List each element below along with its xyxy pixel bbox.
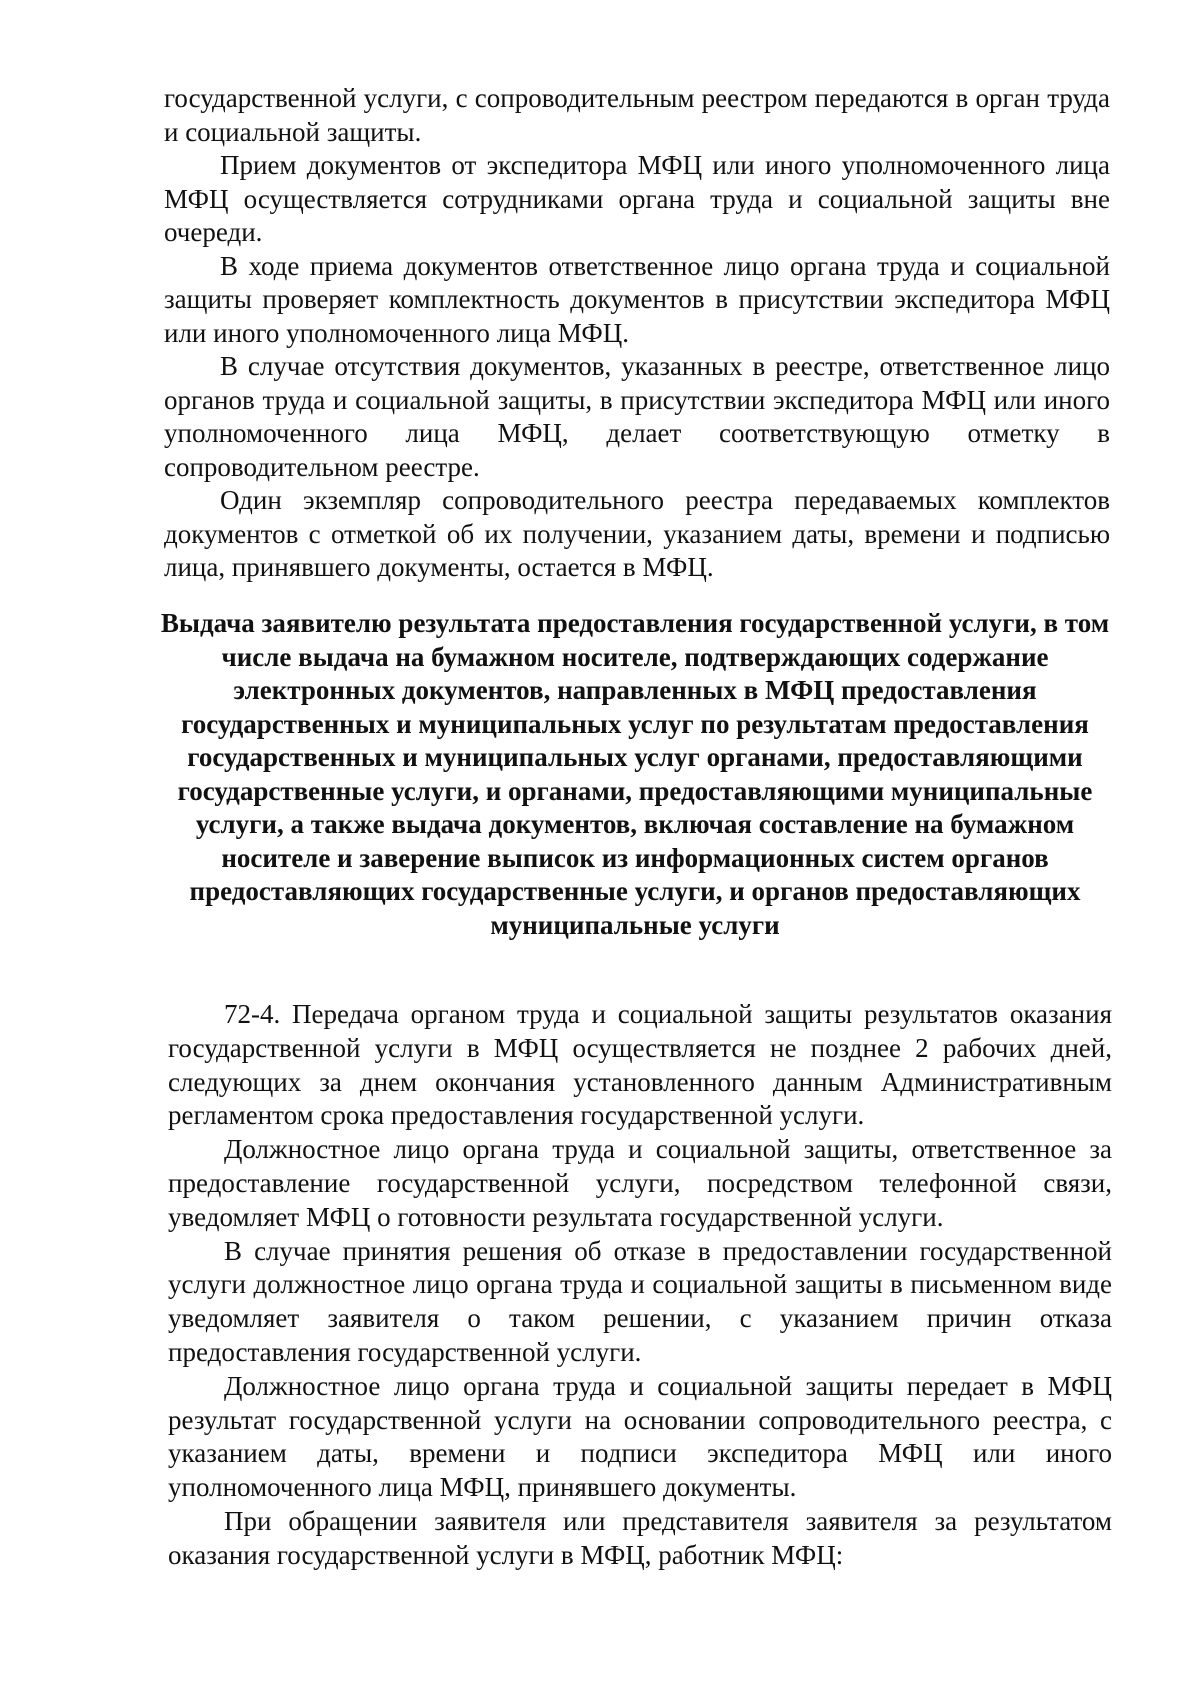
- paragraph: 72-4. Передача органом труда и социальной защиты результатов оказания государственной услуги в МФЦ осуществляется не позднее 2 рабочих дней, следующих за днем окончания установленного данным Административным регламентом срока предоставления государственной услуги.: [168, 999, 1112, 1131]
- paragraph: В ходе приема документов ответственное лицо органа труда и социальной защиты проверяет комплектность документов в присутствии экспедитора МФЦ или иного уполномоченного лица МФЦ.: [164, 250, 1110, 348]
- paragraph: Один экземпляр сопроводительного реестра передаваемых комплектов документов с отметкой об их получении, указанием даты, времени и подписью лица, принявшего документы, остается в МФЦ.: [164, 485, 1110, 582]
- paragraph: В случае отсутствия документов, указанных в реестре, ответственное лицо органов труда и социальной защиты, в присутствии экспедитора МФЦ или иного уполномоченного лица МФЦ, делает соответствующую отметку в сопроводительном реестре.: [164, 351, 1110, 482]
- section-heading: Выдача заявителю результата предоставления государственной услуги, в том числе выдача на бумажном носителе, подтверждающих содержание электронных документов, направленных в МФЦ предоставления государственных и муниципальных услуг по результатам предоставления государственных и муниципальных услуг органами, предоставляющими государственные услуги, и органами, предоставляющими муниципальные услуги, а также выдача документов, включая составление на бумажном носителе и заверение выписок из информационных систем органов предоставляющих государственные услуги, и органов предоставляющих муниципальные услуги: [160, 608, 1110, 940]
- text-section-1: [164, 82, 1110, 585]
- text-section-2: [168, 998, 1112, 1573]
- paragraph: государственной услуги, с сопроводительным реестром передаются в орган труда и социальной защиты.: [164, 83, 1110, 147]
- paragraph: Должностное лицо органа труда и социальной защиты, ответственное за предоставление государственной услуги, посредством телефонной связи, уведомляет МФЦ о готовности результата государственной услуги.: [168, 1134, 1112, 1232]
- paragraph: Прием документов от экспедитора МФЦ или иного уполномоченного лица МФЦ осуществляется сотрудниками органа труда и социальной защиты вне очереди.: [164, 150, 1110, 247]
- paragraph: При обращении заявителя или представителя заявителя за результатом оказания государственной услуги в МФЦ, работник МФЦ:: [168, 1505, 1112, 1570]
- paragraph: В случае принятия решения об отказе в предоставлении государственной услуги должностное лицо органа труда и социальной защиты в письменном виде уведомляет заявителя о таком решении, с указанием причин отказа предоставления государственной услуги.: [168, 1235, 1112, 1367]
- paragraph: Должностное лицо органа труда и социальной защиты передает в МФЦ результат государственной услуги на основании сопроводительного реестра, с указанием даты, времени и подписи экспедитора МФЦ или иного уполномоченного лица МФЦ, принявшего документы.: [168, 1370, 1112, 1503]
